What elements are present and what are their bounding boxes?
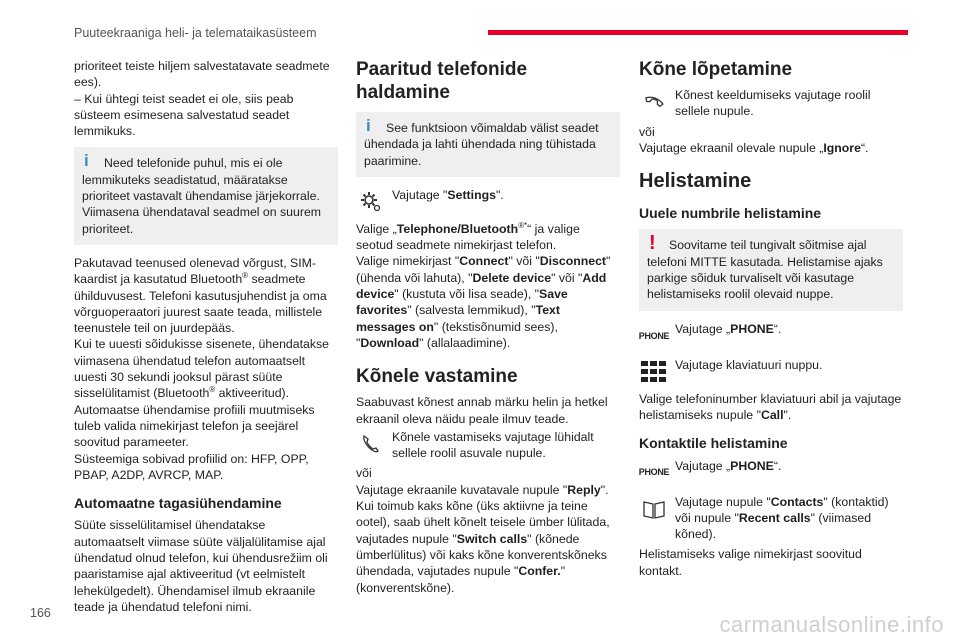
paragraph: Süüte sisselülitamisel ühendatakse automaatselt viimase süüte väljalülitamise ajal ühendatud olnud telefon, kui ühendusrežiim oli paaristamise ajal aktiveeritud (vt eelmistelt lehekülgedelt). Ühendamisel ilmub ekraanile teade ja ühendatud telefoni nimi. — [74, 518, 328, 614]
section-title: Helistamine — [639, 170, 752, 193]
end-call-instruction: Kõnest keeldumiseks vajutage roolil sellele nupule. — [639, 87, 903, 120]
warning-box — [639, 229, 903, 310]
paragraph: või — [639, 124, 655, 139]
info-box — [74, 147, 338, 244]
phone-button-icon: PHONE — [638, 467, 670, 478]
column-2 — [356, 58, 620, 596]
paragraph: Valige nimekirjast "Connect" või "Disconnect" (ühenda või lahuta), "Delete device" või "Add device" (kustuta või lisa seade), "Save favorites" (salvesta lemmikud), "Text messages on" (tekstisõnumid sees), "Download" (allalaadimine). — [356, 254, 611, 350]
running-header: Puuteekraaniga heli- ja telemataikasüsteem — [74, 26, 317, 40]
paragraph: prioriteet teiste hiljem salvestatavate seadmete ees). — [74, 59, 330, 90]
paragraph: Vajutage ekraanil olevale nupule „Ignore“. — [639, 140, 869, 155]
info-icon: i — [366, 116, 371, 135]
phone-button-icon: PHONE — [638, 330, 670, 341]
page-number: 166 — [30, 606, 51, 620]
paragraph: Saabuvast kõnest annab märku helin ja hetkel ekraanil oleva näidu peale ilmuv teade. — [356, 395, 608, 426]
address-book-icon — [639, 494, 669, 524]
section-heading: Kontaktile helistamine — [639, 435, 788, 452]
paragraph: Valige „Telephone/Bluetooth®*“ ja valige seotud seadmete nimekirjast telefon. — [356, 220, 580, 253]
paragraph: Kui te uuesti sõidukisse sisenete, ühendatakse viimasena ühendatud telefon automaatselt uuesti 30 sekundi jooksul pärast süüte sisselülitamist (Bluetooth® aktiveeritud). — [74, 337, 329, 401]
paragraph: Vajutage ekraanile kuvatavale nupule "Reply". — [356, 482, 609, 497]
phone-instruction: PHONE Vajutage „PHONE“. — [639, 458, 903, 488]
warning-icon: ! — [649, 232, 656, 255]
column-1 — [74, 58, 338, 615]
info-icon: i — [84, 151, 89, 171]
phone-instruction: PHONE Vajutage „PHONE“. — [639, 321, 903, 351]
info-text: Need telefonide puhul, mis ei ole lemmikuteks seadistatud, määratakse prioriteet vastavalt ühendamise järjekorrale. Viimasena ühendataval seadmel on suurem prioriteet. — [82, 156, 322, 236]
info-box — [356, 112, 620, 177]
paragraph: Helistamiseks valige nimekirjast soovitud kontakt. — [639, 547, 862, 578]
paragraph: Kui toimub kaks kõne (üks aktiivne ja teine ootel), saab ühelt kõnelt teisele ümber lülitada, vajutades nupule "Switch calls" (kõnede ümberlülitus) või kaks kõne konverentskõneks ühendada, vajutades nupule "Confer." (konverentskõne). — [356, 499, 610, 595]
section-title: Kõnele vastamine — [356, 366, 518, 388]
settings-instruction: Vajutage "Settings". — [356, 187, 620, 217]
gear-icon — [356, 187, 386, 217]
section-heading: Uuele numbrile helistamine — [639, 205, 822, 222]
keypad-icon — [639, 357, 669, 387]
header-accent-bar — [488, 30, 908, 35]
paragraph: või — [356, 466, 372, 481]
section-heading: Automaatne tagasiühendamine — [74, 495, 282, 512]
hang-up-icon — [639, 87, 669, 117]
contacts-instruction: Vajutage nupule "Contacts" (kontaktid) või nupule "Recent calls" (viimased kõned). — [639, 494, 903, 543]
section-title: Paaritud telefonide haldamine — [356, 59, 528, 103]
paragraph: – Kui ühtegi teist seadet ei ole, siis peab süsteem esimesena salvestatud seadet lemmikuks. — [74, 91, 294, 139]
keypad-instruction: Vajutage klaviatuuri nuppu. — [639, 357, 903, 387]
phone-handset-icon — [356, 429, 386, 459]
info-text: See funktsioon võimaldab välist seadet ühendada ja lahti ühendada ning tühistada paarimine. — [364, 121, 599, 168]
watermark: carmanualsonline.info — [719, 612, 944, 637]
paragraph: Automaatse ühendamise profiili muutmiseks tuleb valida nimekirjast telefon ja seejärel soovitud parameeter. — [74, 402, 315, 450]
paragraph: Valige telefoninumber klaviatuuri abil ja vajutage helistamiseks nupule "Call". — [639, 391, 902, 422]
paragraph: Pakutavad teenused olenevad võrgust, SIM-kaardist ja kasutatud Bluetooth® seadmete ühilduvusest. Telefoni kasutusjuhendist ja oma võrguoperaatori juurest saate teada, millistele teenustele teil on juurdepääs. — [74, 255, 327, 336]
column-3 — [639, 58, 903, 579]
paragraph: Süsteemiga sobivad profiilid on: HFP, OPP, PBAP, A2DP, AVRCP, MAP. — [74, 451, 309, 482]
section-title: Kõne lõpetamine — [639, 59, 793, 80]
answer-instruction: Kõnele vastamiseks vajutage lühidalt sellele roolil asuvale nupule. — [356, 429, 620, 462]
warning-text: Soovitame teil tungivalt sõitmise ajal telefoni MITTE kasutada. Helistamise ajaks parkige sõiduk turvaliselt või kasutage helistamiseks roolil olevaid nuppe. — [647, 238, 883, 302]
